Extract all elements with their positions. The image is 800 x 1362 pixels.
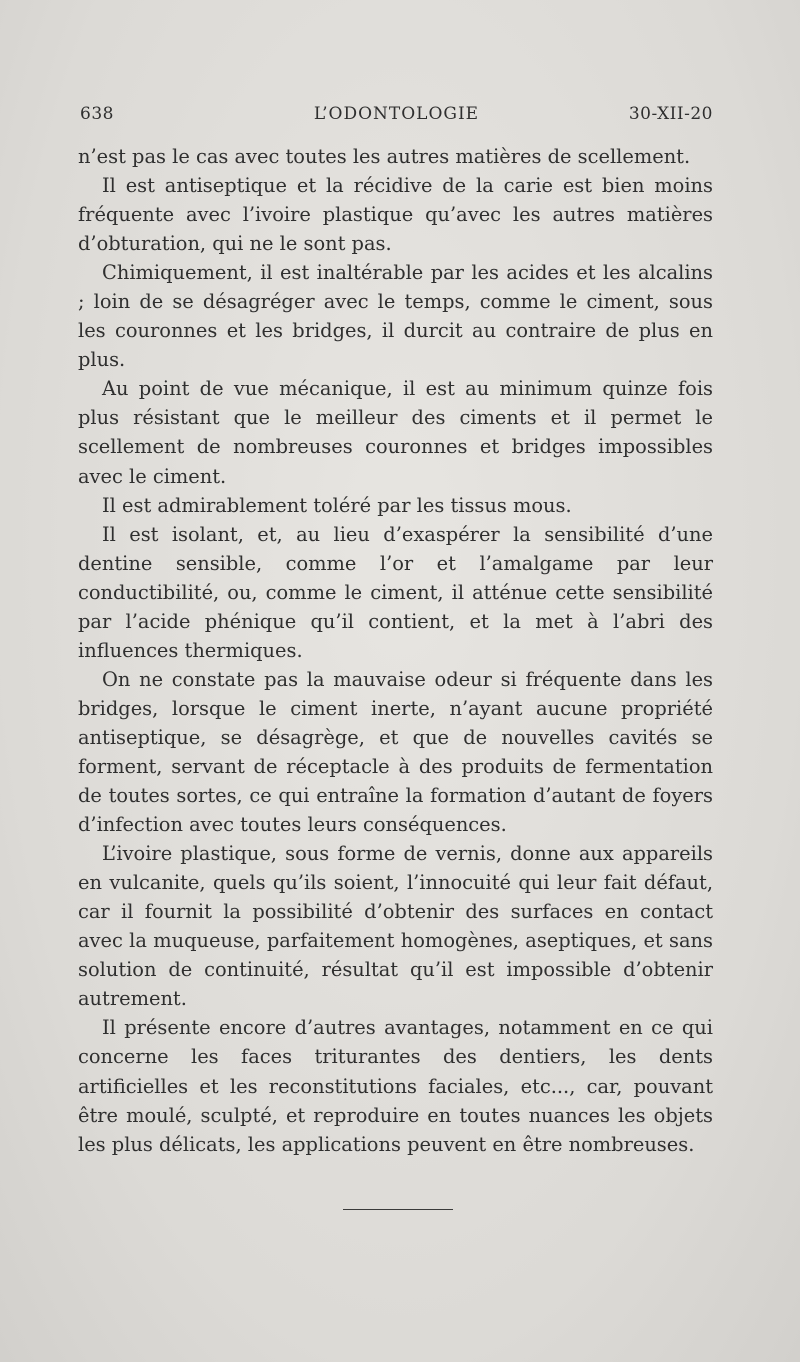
paragraph-antiseptic: Il est antiseptique et la récidive de la carie est bien moins fréquente avec l’ivoire plastique qu’avec les autres matières d’obturation, qui ne le sont pas. bbox=[78, 174, 713, 256]
paragraph-insulation: Il est isolant, et, au lieu d’exaspérer la sensibilité d’une dentine sensible, comme l’or et l’amalgame par leur conductibilité, ou, comme le ciment, il atténue cette sensibilité par l’acide phénique qu’il contient, et la met à l’abri des influences thermiques. bbox=[78, 522, 713, 662]
paragraph-tolerance: Il est admirablement toléré par les tissus mous. bbox=[102, 493, 572, 517]
issue-date: 30-XII-20 bbox=[628, 104, 713, 124]
page-number: 638 bbox=[80, 104, 114, 124]
paragraph-continuation: n’est pas le cas avec toutes les autres matières de scellement. bbox=[78, 145, 691, 168]
paragraph-mechanical: Au point de vue mécanique, il est au minimum quinze fois plus résistant que le meilleur des ciments et il permet le scellement de nombreuses couronnes et bridges impossibles avec le ciment. bbox=[78, 377, 713, 488]
paragraph-chemical: Chimiquement, il est inaltérable par les acides et les alcalins ; loin de se désagréger avec le temps, comme le ciment, sous les couronnes et les bridges, il durcit au contraire de plus en plus. bbox=[78, 261, 713, 372]
paragraph-odour: On ne constate pas la mauvaise odeur si fréquente dans les bridges, lorsque le ciment inerte, n’ayant aucune propriété antiseptique, se désagrège, et que de nouvelles cavités se forment, servant de réceptacle à des produits de fermentation de toutes sortes, ce qui entraîne la formation d’autant de foyers d’infection avec toutes leurs conséquences. bbox=[78, 667, 713, 837]
article-body bbox=[78, 142, 713, 1159]
page-header bbox=[80, 104, 713, 130]
paragraph-varnish: L’ivoire plastique, sous forme de vernis, donne aux appareils en vulcanite, quels qu’ils soient, l’innocuité qui leur fait défaut, car il fournit la possibilité d’obtenir des surfaces en contact avec la muqueuse, parfaitement homogènes, aseptiques, et sans solution de continuité, résultat qu’il est impossible d’obtenir autrement. bbox=[78, 842, 713, 1011]
running-title: L’ODONTOLOGIE bbox=[313, 104, 480, 124]
paragraph-advantages: Il présente encore d’autres avantages, notamment en ce qui concerne les faces triturantes des dentiers, les dents artificielles et les reconstitutions faciales, etc..., car, pouvant être moulé, sculpté, et reproduire en toutes nuances les objets les plus délicats, les applications peuvent en être nombreuses. bbox=[78, 1016, 713, 1156]
end-rule bbox=[343, 1209, 453, 1210]
